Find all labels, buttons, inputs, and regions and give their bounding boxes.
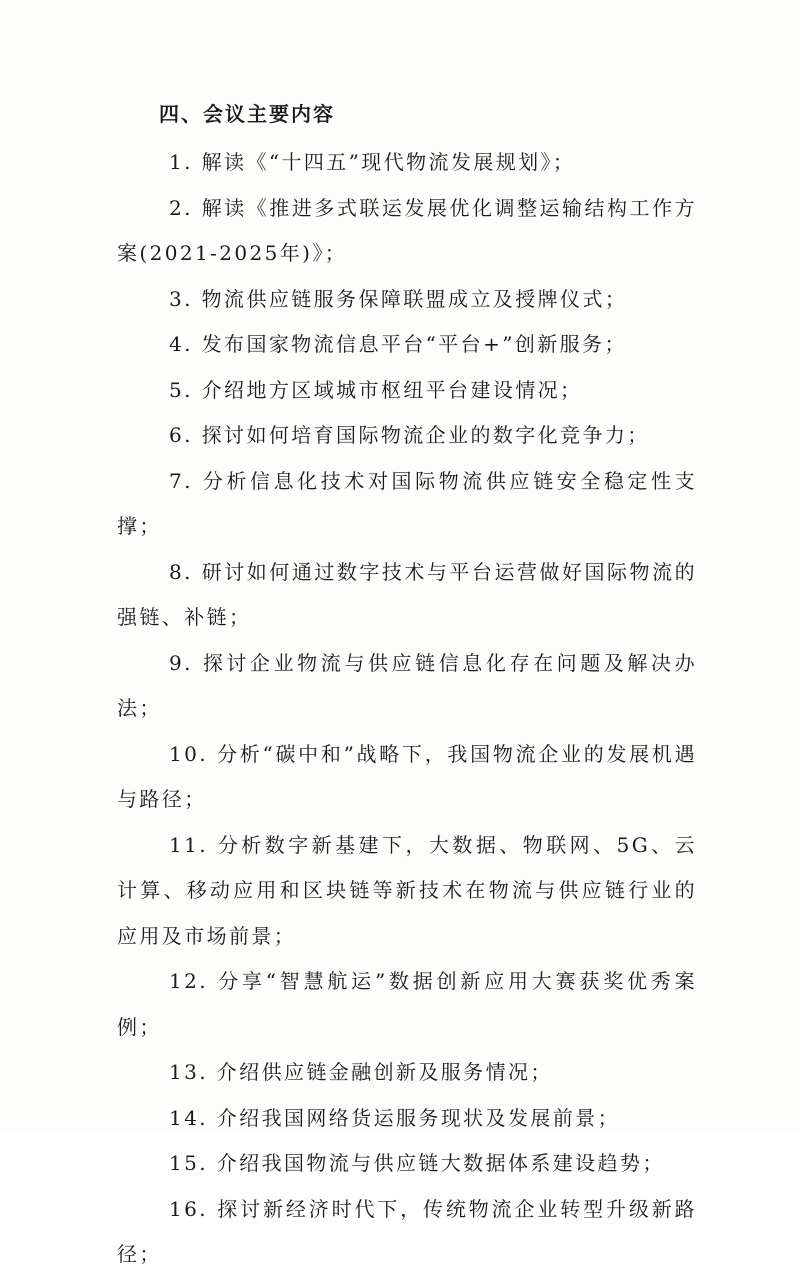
agenda-item-14: 14. 介绍我国网络货运服务现状及发展前景；	[169, 1105, 620, 1130]
agenda-item-13: 13. 介绍供应链金融创新及服务情况；	[169, 1060, 553, 1084]
agenda-item-12: 12. 分享“智慧航运”数据创新应用大赛获奖优秀案例；	[117, 969, 697, 1039]
agenda-item-4: 4. 发布国家物流信息平台“平台+”创新服务；	[169, 332, 627, 356]
agenda-item-1: 1. 解读《“十四五”现代物流发展规划》；	[169, 150, 576, 174]
agenda-item-3: 3. 物流供应链服务保障联盟成立及授牌仪式；	[169, 286, 628, 311]
agenda-list	[117, 140, 697, 1278]
agenda-item-2: 2. 解读《推进多式联运发展优化调整运输结构工作方案(2021-2025年)》；	[117, 195, 697, 265]
section-heading: 四、会议主要内容	[159, 102, 335, 126]
agenda-item-10: 10. 分析“碳中和”战略下，我国物流企业的发展机遇与路径；	[117, 741, 697, 811]
agenda-item-5: 5. 介绍地方区域城市枢纽平台建设情况；	[169, 377, 583, 402]
agenda-item-9: 9. 探讨企业物流与供应链信息化存在问题及解决办法；	[117, 650, 697, 720]
agenda-item-11: 11. 分析数字新基建下，大数据、物联网、5G、云计算、移动应用和区块链等新技术在物流与供应链行业的应用及市场前景；	[117, 832, 697, 948]
agenda-item-6: 6. 探讨如何培育国际物流企业的数字化竞争力；	[169, 423, 650, 447]
agenda-item-7: 7. 分析信息化技术对国际物流供应链安全稳定性支撑；	[117, 468, 697, 538]
agenda-item-15: 15. 介绍我国物流与供应链大数据体系建设趋势；	[169, 1151, 665, 1175]
agenda-item-8: 8. 研讨如何通过数字技术与平台运营做好国际物流的强链、补链；	[117, 559, 697, 629]
document-body	[117, 94, 697, 1278]
agenda-item-16: 16. 探讨新经济时代下，传统物流企业转型升级新路径；	[117, 1196, 697, 1266]
